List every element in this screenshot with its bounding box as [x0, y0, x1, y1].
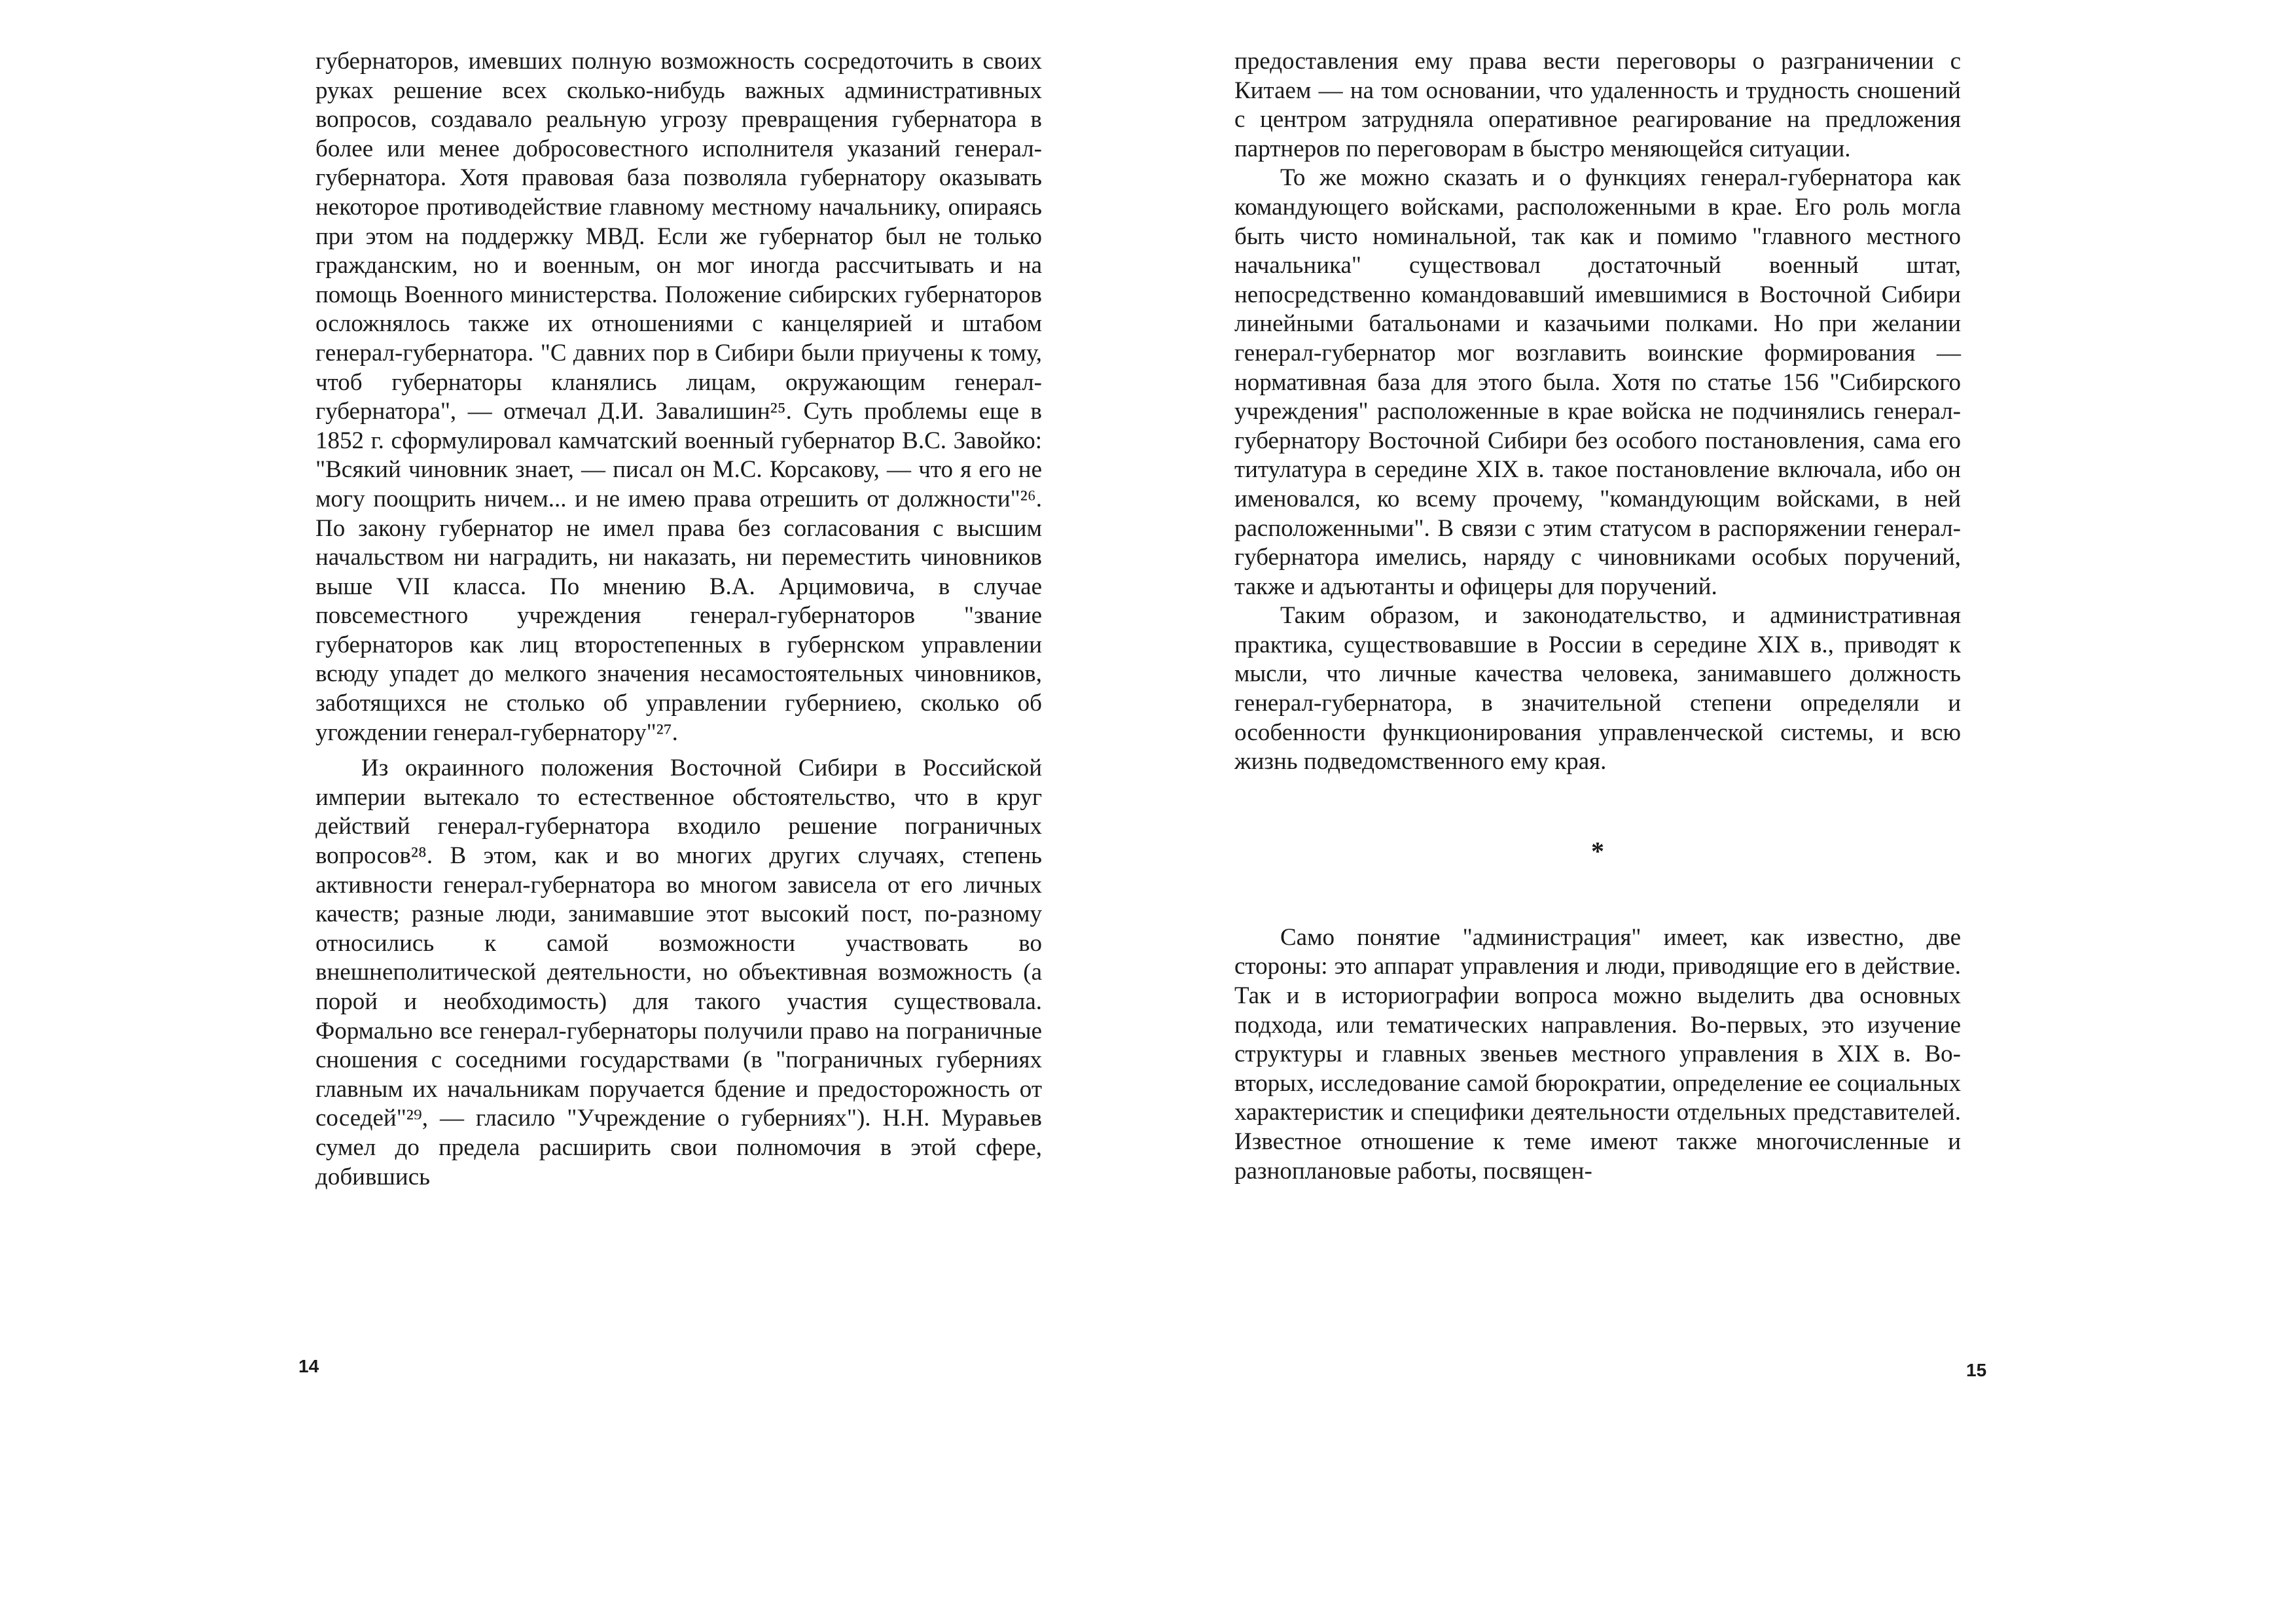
- right-paragraph-3: Таким образом, и законодательство, и административная практика, существовавшие в России в середине XIX в., приводят к мысли, что личные качества человека, занимавшего должность генерал-губернатора, в значительной степени определяли и особенности функционирования управленческой системы, и всю жизнь подведомственного ему края.: [1234, 602, 1961, 776]
- right-text-column: [1234, 47, 1961, 1186]
- left-paragraph-1: губернаторов, имевших полную возможность сосредоточить в своих руках решение всех сколько-нибудь важных административных вопросов, создавало реальную угрозу превращения губернатора в более или менее добросовестного исполнителя указаний генерал-губернатора. Хотя правовая база позволяла губернатору оказывать некоторое противодействие главному местному начальнику, опираясь при этом на поддержку МВД. Если же губернатор был не только гражданским, но и военным, он мог иногда рассчитывать и на помощь Военного министерства. Положение сибирских губернаторов осложнялось также их отношениями с канцелярией и штабом генерал-губернатора. "С давних пор в Сибири были приучены к тому, чтоб губернаторы кланялись лицам, окружающим генерал-губернатора", — отмечал Д.И. Завалишин²⁵. Суть проблемы еще в 1852 г. сформулировал камчатский военный губернатор В.С. Завойко: "Всякий чиновник знает, — писал он М.С. Корсакову, — что я его не могу поощрить ничем... и не имею права отрешить от должности"²⁶. По закону губернатор не имел права без согласования с высшим начальством ни наградить, ни наказать, ни переместить чиновников выше VII класса. По мнению В.А. Арцимовича, в случае повсеместного учреждения генерал-губернаторов "звание губернаторов как лиц второстепенных в губернском управлении всюду упадет до мелкого значения несамостоятельных чиновников, заботящихся не столько об управлении губерниею, сколько об угождении генерал-губернатору"²⁷.: [315, 48, 1042, 746]
- right-paragraph-1: предоставления ему права вести переговоры о разграничении с Китаем — на том основании, что удаленность и трудность сношений с центром затрудняла оперативное реагирование на предложения партнеров по переговорам в быстро меняющейся ситуации.: [1234, 48, 1961, 162]
- right-paragraph-2: То же можно сказать и о функциях генерал-губернатора как командующего войсками, расположенными в крае. Его роль могла быть чисто номинальной, так как и помимо "главного местного начальника" существовал достаточный военный штат, непосредственно командовавший имевшимися в Восточной Сибири линейными батальонами и казачьими полками. Но при желании генерал-губернатор мог возглавить воинские формирования — нормативная база для этого была. Хотя по статье 156 "Сибирского учреждения" расположенные в крае войска не подчинялись генерал-губернатору Восточной Сибири без особого постановления, сама его титулатура в середине XIX в. такое постановление включала, ибо он именовался, ко всему прочему, "командующим войсками, в ней расположенными". В связи с этим статусом в распоряжении генерал-губернатора имелись, наряду с чиновниками особых поручений, также и адъютанты и офицеры для поручений.: [1234, 164, 1961, 600]
- section-separator: *: [1591, 836, 1604, 866]
- right-paragraph-4: Само понятие "администрация" имеет, как известно, две стороны: это аппарат управления и люди, приводящие его в действие. Так и в историографии вопроса можно выделить два основных подхода, или тематических направления. Во-первых, это изучение структуры и главных звеньев местного управления в XIX в. Во-вторых, исследование самой бюрократии, определение ее социальных характеристик и специфики деятельности отдельных представителей. Известное отношение к теме имеют также многочисленные и разноплановые работы, посвящен-: [1234, 923, 1961, 1185]
- left-paragraph-2: Из окраинного положения Восточной Сибири в Российской империи вытекало то естественное обстоятельство, что в круг действий генерал-губернатора входило решение пограничных вопросов²⁸. В этом, как и во многих других случаях, степень активности генерал-губернатора во многом зависела от его личных качеств; разные люди, занимавшие этот высокий пост, по-разному относились к самой возможности участвовать во внешнеполитической деятельности, но объективная возможность (а порой и необходимость) для такого участия существовала. Формально все генерал-губернаторы получили право на пограничные сношения с соседними государствами (в "пограничных губерниях главным их начальникам поручается бдение и предосторожность от соседей"²⁹, — гласило "Учреждение о губерниях"). Н.Н. Муравьев сумел до предела расширить свои полномочия в этой сфере, добившись: [315, 755, 1042, 1190]
- right-page: [1148, 0, 2296, 1623]
- right-page-number: 15: [1966, 1360, 1987, 1380]
- left-page-number: 14: [298, 1356, 319, 1376]
- left-text-column: [315, 47, 1042, 1192]
